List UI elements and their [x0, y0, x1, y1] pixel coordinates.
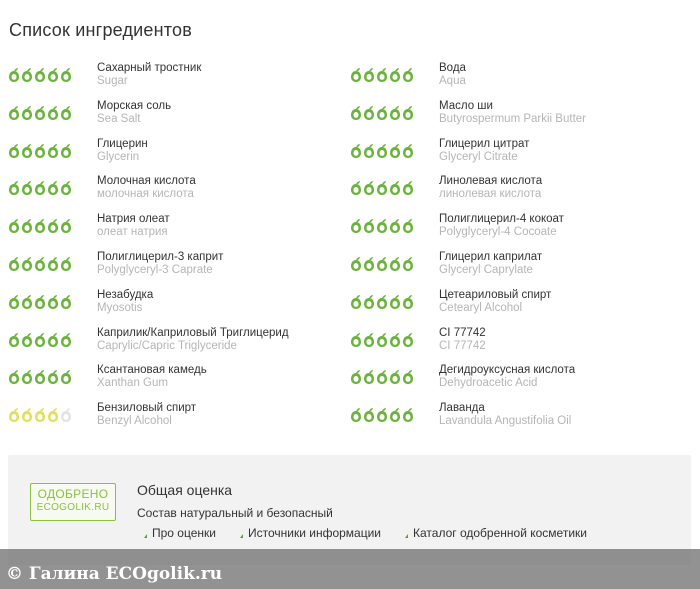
leaf-icon: [34, 67, 46, 83]
ingredient-latin-name: Xanthan Gum: [97, 377, 168, 390]
leaf-icon: [8, 332, 20, 348]
info-links: [144, 526, 587, 540]
ingredient-row: [0, 364, 700, 402]
leaf-icon: [389, 67, 401, 83]
leaf-icon: [402, 407, 414, 423]
leaf-icon: [21, 180, 33, 196]
ingredient-name[interactable]: Бензиловый спирт: [97, 402, 197, 415]
leaf-icon: [389, 256, 401, 272]
ingredient-item: [8, 327, 338, 365]
leaf-icon: [34, 332, 46, 348]
leaf-icon: [34, 105, 46, 121]
ingredient-latin-name: молочная кислота: [97, 188, 194, 201]
ingredient-latin-name: Benzyl Alcohol: [97, 415, 172, 428]
ingredient-item: [350, 138, 690, 176]
safety-rating: [350, 256, 414, 272]
ingredient-latin-name: Sugar: [97, 75, 128, 87]
arrow-icon: [144, 534, 147, 538]
safety-rating: [350, 369, 414, 385]
leaf-icon: [34, 143, 46, 159]
leaf-icon: [47, 143, 59, 159]
ingredient-names: [439, 213, 564, 239]
badge-line1: ОДОБРЕНО: [37, 487, 109, 501]
ingredient-latin-name: Glycerin: [97, 150, 140, 163]
safety-rating: [350, 143, 414, 159]
ingredient-item: [8, 100, 338, 138]
ingredient-names: [439, 175, 542, 201]
leaf-icon: [350, 256, 362, 272]
leaf-icon: [8, 369, 20, 385]
leaf-icon: [47, 407, 59, 423]
ingredient-row: [0, 402, 700, 440]
ingredient-item: [8, 62, 338, 100]
ingredient-item: [8, 251, 338, 289]
leaf-icon: [363, 143, 375, 159]
leaf-icon: [389, 218, 401, 234]
page-title: Список ингредиентов: [9, 20, 193, 40]
ingredient-name[interactable]: Полиглицерил-4 кокоат: [439, 213, 564, 226]
ingredient-names: [97, 100, 171, 126]
leaf-icon: [402, 332, 414, 348]
ingredient-row: [0, 251, 700, 289]
overall-rating-text: Состав натуральный и безопасный: [137, 506, 333, 520]
leaf-icon: [350, 218, 362, 234]
arrow-icon: [405, 534, 408, 538]
watermark-bar: [0, 549, 700, 589]
leaf-icon: [376, 218, 388, 234]
safety-rating: [350, 294, 414, 310]
ingredient-item: [350, 62, 690, 100]
ingredient-latin-name: Caprylic/Capric Triglyceride: [97, 339, 237, 352]
leaf-icon: [376, 294, 388, 310]
ingredient-latin-name: Polyglyceryl-4 Cocoate: [439, 226, 557, 239]
ingredient-item: [350, 100, 690, 138]
ingredient-latin-name: Aqua: [439, 75, 466, 87]
safety-rating: [8, 256, 72, 272]
ingredient-name[interactable]: Ксантановая камедь: [97, 364, 207, 377]
leaf-icon: [60, 256, 72, 272]
leaf-icon: [60, 67, 72, 83]
leaf-icon: [363, 180, 375, 196]
ingredient-names: [97, 251, 223, 277]
leaf-icon: [402, 105, 414, 121]
leaf-icon: [47, 294, 59, 310]
leaf-icon: [389, 143, 401, 159]
leaf-icon: [402, 294, 414, 310]
safety-rating: [8, 105, 72, 121]
leaf-icon: [376, 332, 388, 348]
ingredient-names: [439, 402, 571, 428]
badge-line2: ECOGOLIK.RU: [36, 502, 110, 513]
leaf-icon: [402, 143, 414, 159]
ingredient-name[interactable]: CI 77742: [439, 326, 486, 339]
approved-badge: [30, 483, 116, 521]
leaf-icon: [8, 180, 20, 196]
ingredient-names: [439, 327, 486, 353]
safety-rating: [8, 180, 72, 196]
leaf-icon: [350, 143, 362, 159]
leaf-icon: [376, 369, 388, 385]
ingredient-latin-name: Glyceryl Caprylate: [439, 263, 533, 276]
leaf-icon: [350, 369, 362, 385]
leaf-icon: [376, 105, 388, 121]
leaf-icon: [402, 218, 414, 234]
leaf-icon: [60, 294, 72, 310]
ingredient-row: [0, 100, 700, 138]
safety-rating: [8, 218, 72, 234]
leaf-icon: [402, 256, 414, 272]
leaf-icon: [350, 180, 362, 196]
overall-rating-title: Общая оценка: [137, 482, 233, 498]
ingredient-names: [439, 100, 586, 126]
leaf-icon: [34, 218, 46, 234]
safety-rating: [350, 180, 414, 196]
ingredient-item: [350, 364, 690, 402]
ingredient-names: [439, 138, 529, 164]
ingredient-name[interactable]: Натрия олеат: [97, 213, 170, 226]
ingredient-names: [439, 289, 551, 315]
ingredient-row: [0, 175, 700, 213]
leaf-icon: [389, 294, 401, 310]
safety-rating: [350, 67, 414, 83]
ingredient-name[interactable]: Морская соль: [97, 99, 172, 112]
safety-rating: [8, 294, 72, 310]
safety-rating: [8, 369, 72, 385]
ingredient-row: [0, 289, 700, 327]
ingredient-item: [350, 327, 690, 365]
leaf-icon: [8, 67, 20, 83]
leaf-icon: [402, 369, 414, 385]
ingredient-name[interactable]: Полиглицерил-3 каприт: [97, 250, 224, 263]
leaf-icon: [363, 407, 375, 423]
ingredient-latin-name: Polyglyceryl-3 Caprate: [97, 263, 213, 276]
leaf-icon: [363, 332, 375, 348]
ingredient-name[interactable]: Незабудка: [97, 288, 154, 301]
safety-rating: [8, 332, 72, 348]
leaf-icon: [376, 67, 388, 83]
safety-rating: [8, 407, 72, 423]
leaf-icon: [363, 369, 375, 385]
ingredient-name[interactable]: Масло ши: [439, 99, 493, 112]
ingredient-names: [439, 251, 542, 277]
leaf-icon: [21, 294, 33, 310]
leaf-icon: [389, 180, 401, 196]
leaf-icon: [60, 332, 72, 348]
ingredient-names: [97, 289, 153, 315]
leaf-icon: [8, 218, 20, 234]
leaf-icon: [34, 407, 46, 423]
ingredient-name[interactable]: Глицерин: [97, 137, 148, 150]
leaf-icon: [376, 143, 388, 159]
safety-rating: [350, 105, 414, 121]
ingredient-name[interactable]: Дегидроуксусная кислота: [439, 364, 576, 377]
ingredient-item: [8, 175, 338, 213]
ingredient-item: [8, 402, 338, 440]
link-about-ratings[interactable]: [144, 526, 216, 540]
leaf-icon: [21, 369, 33, 385]
link-label: Источники информации: [247, 526, 382, 540]
leaf-icon: [389, 105, 401, 121]
leaf-icon: [8, 294, 20, 310]
ingredient-item: [350, 175, 690, 213]
arrow-icon: [240, 534, 243, 538]
ingredient-row: [0, 327, 700, 365]
safety-rating: [8, 67, 72, 83]
leaf-icon: [350, 294, 362, 310]
ingredient-latin-name: CI 77742: [439, 339, 486, 352]
ingredient-names: [97, 402, 196, 428]
safety-rating: [350, 332, 414, 348]
leaf-icon: [376, 407, 388, 423]
ingredient-item: [350, 213, 690, 251]
leaf-icon: [363, 294, 375, 310]
ingredient-latin-name: линолевая кислота: [439, 188, 542, 201]
ingredient-names: [97, 138, 148, 164]
ingredient-names: [439, 62, 466, 88]
safety-rating: [350, 407, 414, 423]
leaf-icon: [389, 332, 401, 348]
ingredient-item: [8, 289, 338, 327]
leaf-icon: [21, 105, 33, 121]
leaf-icon: [8, 143, 20, 159]
leaf-icon: [34, 294, 46, 310]
ingredient-names: [97, 364, 207, 390]
leaf-icon: [21, 407, 33, 423]
leaf-icon: [350, 67, 362, 83]
leaf-icon: [350, 332, 362, 348]
ingredient-row: [0, 213, 700, 251]
leaf-icon: [47, 256, 59, 272]
link-label: Каталог одобренной косметики: [413, 526, 587, 540]
link-label: Про оценки: [152, 526, 216, 540]
ingredient-names: [97, 213, 170, 239]
ingredient-latin-name: Cetearyl Alcohol: [439, 301, 523, 314]
watermark-text: © Галина ECOgolik.ru: [6, 564, 223, 584]
ingredient-names: [97, 62, 201, 88]
link-approved-catalog[interactable]: [405, 526, 587, 540]
leaf-icon: [60, 218, 72, 234]
leaf-icon: [402, 67, 414, 83]
leaf-icon: [363, 105, 375, 121]
ingredient-name[interactable]: Линолевая кислота: [439, 175, 543, 188]
ingredient-item: [350, 251, 690, 289]
leaf-icon: [363, 256, 375, 272]
ingredient-latin-name: Butyrospermum Parkii Butter: [439, 112, 586, 125]
ingredient-latin-name: Glyceryl Citrate: [439, 150, 518, 163]
ingredient-names: [439, 364, 575, 390]
ingredient-name[interactable]: Каприлик/Каприловый Триглицерид: [97, 326, 289, 339]
leaf-icon: [21, 218, 33, 234]
leaf-icon: [60, 180, 72, 196]
leaf-icon: [376, 256, 388, 272]
ingredient-row: [0, 138, 700, 176]
leaf-icon: [60, 407, 72, 423]
ingredient-name[interactable]: Сахарный тростник: [97, 62, 202, 74]
ingredient-item: [350, 402, 690, 440]
link-sources[interactable]: [240, 526, 381, 540]
ingredient-latin-name: Dehydroacetic Acid: [439, 377, 538, 390]
leaf-icon: [60, 143, 72, 159]
leaf-icon: [34, 180, 46, 196]
leaf-icon: [47, 332, 59, 348]
leaf-icon: [363, 67, 375, 83]
leaf-icon: [47, 180, 59, 196]
leaf-icon: [389, 369, 401, 385]
ingredient-latin-name: Myosotis: [97, 301, 143, 314]
leaf-icon: [376, 180, 388, 196]
ingredients-grid: [0, 62, 700, 440]
ingredient-latin-name: Sea Salt: [97, 112, 141, 125]
ingredient-name[interactable]: Вода: [439, 62, 466, 74]
ingredient-latin-name: олеат натрия: [97, 226, 168, 239]
leaf-icon: [21, 256, 33, 272]
ingredient-row: [0, 62, 700, 100]
leaf-icon: [34, 256, 46, 272]
leaf-icon: [21, 67, 33, 83]
leaf-icon: [389, 407, 401, 423]
leaf-icon: [60, 105, 72, 121]
leaf-icon: [60, 369, 72, 385]
leaf-icon: [47, 369, 59, 385]
leaf-icon: [402, 180, 414, 196]
leaf-icon: [8, 407, 20, 423]
leaf-icon: [47, 67, 59, 83]
leaf-icon: [363, 218, 375, 234]
ingredient-name[interactable]: Цетеариловый спирт: [439, 288, 552, 301]
ingredient-name[interactable]: Молочная кислота: [97, 175, 196, 188]
ingredient-name[interactable]: Глицерил цитрат: [439, 137, 530, 150]
ingredient-names: [97, 175, 196, 201]
leaf-icon: [8, 256, 20, 272]
ingredient-names: [97, 327, 289, 353]
safety-rating: [8, 143, 72, 159]
ingredient-name[interactable]: Глицерил каприлат: [439, 250, 543, 263]
ingredient-name[interactable]: Лаванда: [439, 402, 485, 415]
leaf-icon: [34, 369, 46, 385]
leaf-icon: [21, 332, 33, 348]
ingredient-latin-name: Lavandula Angustifolia Oil: [439, 415, 572, 428]
leaf-icon: [350, 407, 362, 423]
ingredient-item: [8, 138, 338, 176]
leaf-icon: [47, 218, 59, 234]
leaf-icon: [350, 105, 362, 121]
ingredient-item: [8, 364, 338, 402]
ingredient-item: [8, 213, 338, 251]
ingredient-item: [350, 289, 690, 327]
leaf-icon: [47, 105, 59, 121]
leaf-icon: [8, 105, 20, 121]
safety-rating: [350, 218, 414, 234]
leaf-icon: [21, 143, 33, 159]
